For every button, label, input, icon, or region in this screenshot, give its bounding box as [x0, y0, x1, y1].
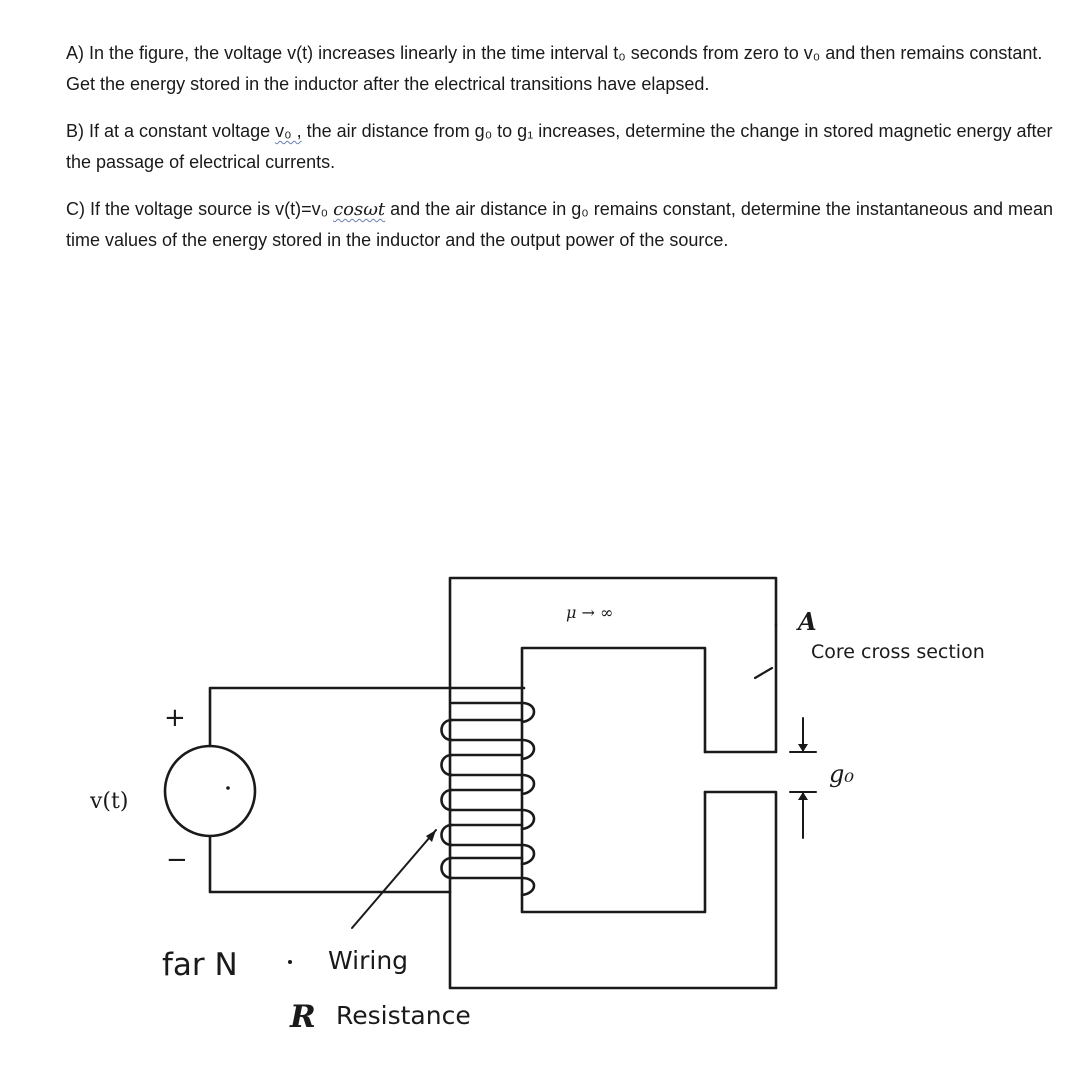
gap-arrow-bottom: [798, 792, 808, 800]
resistance-symbol: R: [290, 999, 316, 1035]
gap-dimension-marker: [790, 718, 816, 838]
mu-label: μ → ∞: [566, 603, 614, 622]
part-b-pre: B) If at a constant voltage: [66, 121, 276, 141]
part-c-pre: C) If the voltage source is v(t)=v₀: [66, 199, 334, 219]
resistance-label: Resistance: [336, 1001, 471, 1030]
core-inner-window: [522, 648, 705, 912]
gap-arrow-top: [798, 744, 808, 752]
part-c-cos: cosωt: [333, 199, 386, 220]
part-a-text: A) In the figure, the voltage v(t) increases linearly in the time interval t₀ seconds from zero to v₀ and then remains constant. Get the energy stored in the inductor after the electrical transitions have elapsed.: [66, 43, 1043, 94]
bottom-lead-wire: [210, 836, 450, 892]
label-separator-dot: [288, 960, 292, 964]
gap-label: g₀: [829, 760, 854, 788]
core-outer-outline: [450, 578, 776, 988]
core-section-label: Core cross section: [811, 641, 985, 663]
turns-label: far N: [162, 947, 238, 983]
circuit-figure: [0, 540, 1080, 1080]
area-label: A: [798, 607, 817, 636]
coil-winding: [442, 703, 535, 895]
part-b-v0: v₀ ,: [275, 121, 302, 141]
plus-label: +: [164, 703, 186, 733]
wiring-label: Wiring: [328, 946, 409, 975]
part-c-text: [66, 194, 1066, 256]
minus-label: −: [166, 845, 188, 875]
core-upper-gap-face: [705, 625, 776, 752]
voltage-source-symbol: [165, 746, 255, 836]
wiring-pointer-line: [352, 830, 436, 928]
part-b-text: [66, 116, 1066, 178]
top-lead-wire: [210, 688, 524, 746]
core-section-pointer: [755, 668, 772, 678]
part-b-post: the air distance from g₀ to g₁ increases, determine the change in stored magnetic energy after the passage of electrical currents.: [66, 121, 1053, 172]
source-center-dot: [226, 786, 230, 790]
source-label: v(t): [90, 789, 129, 814]
part-c-post: and the air distance in g₀ remains constant, determine the instantaneous and mean time values of the energy stored in the inductor and the output power of the source.: [66, 199, 1054, 250]
